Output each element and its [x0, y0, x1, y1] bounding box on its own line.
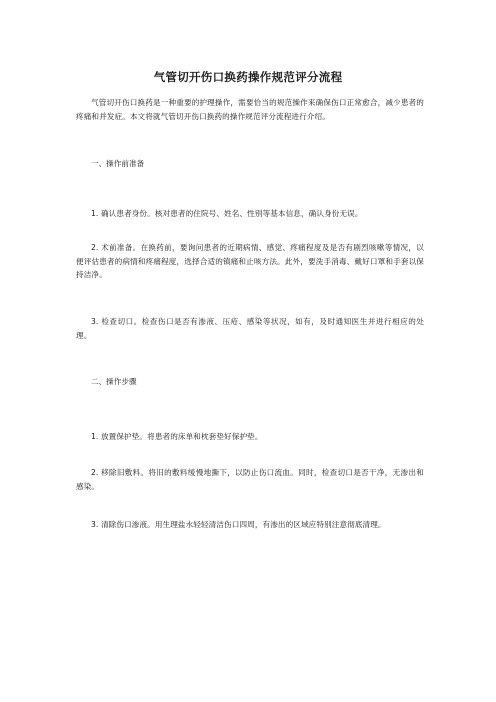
intro-paragraph: 气管切开伤口换药是一种重要的护理操作，需要恰当的规范操作来确保伤口正常愈合，减少患者的疼痛和并发症。本文将就气管切开伤口换药的操作规范评分流程进行介绍。 [76, 98, 424, 121]
document-title: 气管切开伤口换药操作规范评分流程 [153, 70, 343, 84]
section-heading-steps: 二、操作步骤 [91, 377, 137, 386]
list-item: 1. 放置保护垫。将患者的床单和枕套垫好保护垫。 [91, 432, 263, 441]
list-item: 3. 清除伤口渗液。用生理盐水轻轻清洁伤口四周，有渗出的区域应特别注意彻底清理。 [91, 520, 386, 529]
list-item: 1. 确认患者身份。核对患者的住院号、姓名、性别等基本信息，确认身份无误。 [91, 209, 363, 218]
section-heading-preparation: 一、操作前准备 [91, 159, 145, 168]
list-item: 2. 移除旧敷料。将旧的敷料缓慢地撕下，以防止伤口流血。同时，检查切口是否干净，无渗出和感染。 [76, 468, 424, 491]
list-item: 3. 检查切口。检查伤口是否有渗液、压疮、感染等状况，如有，及时通知医生并进行相应的处理。 [76, 317, 424, 340]
list-item: 2. 术前准备。在换药前，要询问患者的近期病情、感觉、疼痛程度及是否有剧烈咳嗽等情况，以便评估患者的病情和疼痛程度，选择合适的镇痛和止咳方法。此外，要洗手消毒、戴好口罩和手套以保持洁净。 [76, 243, 424, 279]
